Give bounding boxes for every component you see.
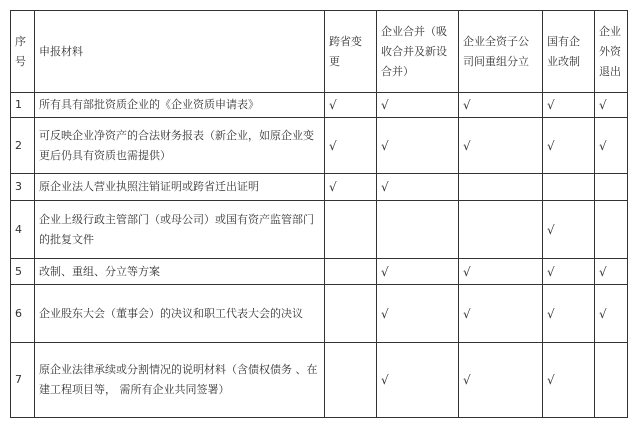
check-mark: √ bbox=[459, 285, 543, 343]
table-row bbox=[11, 93, 628, 118]
check-mark: √ bbox=[543, 118, 595, 174]
check-mark: √ bbox=[543, 201, 595, 259]
header-subsidiary-reorganization: 企业全资子公司间重组分立 bbox=[459, 11, 543, 93]
header-material: 申报材料 bbox=[35, 11, 325, 93]
check-mark: √ bbox=[377, 93, 459, 118]
check-mark bbox=[595, 343, 628, 418]
check-mark: √ bbox=[325, 93, 377, 118]
application-materials-table bbox=[10, 10, 628, 418]
header-enterprise-merger: 企业合并（吸收合并及新设合并） bbox=[377, 11, 459, 93]
check-mark bbox=[325, 259, 377, 285]
header-state-owned-restructuring: 国有企业改制 bbox=[543, 11, 595, 93]
check-mark bbox=[543, 174, 595, 201]
row-index: 7 bbox=[11, 343, 35, 418]
check-mark: √ bbox=[543, 343, 595, 418]
check-mark bbox=[595, 201, 628, 259]
row-material: 改制、重组、分立等方案 bbox=[35, 259, 325, 285]
row-material: 原企业法人营业执照注销证明或跨省迁出证明 bbox=[35, 174, 325, 201]
table-row bbox=[11, 201, 628, 259]
check-mark bbox=[459, 201, 543, 259]
check-mark bbox=[377, 201, 459, 259]
check-mark bbox=[325, 343, 377, 418]
check-mark: √ bbox=[377, 118, 459, 174]
check-mark: √ bbox=[325, 174, 377, 201]
check-mark bbox=[325, 285, 377, 343]
check-mark: √ bbox=[377, 174, 459, 201]
header-cross-province-change: 跨省变更 bbox=[325, 11, 377, 93]
row-index: 5 bbox=[11, 259, 35, 285]
check-mark: √ bbox=[459, 93, 543, 118]
row-material: 企业上级行政主管部门（或母公司）或国有资产监管部门的批复文件 bbox=[35, 201, 325, 259]
row-index: 4 bbox=[11, 201, 35, 259]
table-row bbox=[11, 174, 628, 201]
row-index: 3 bbox=[11, 174, 35, 201]
check-mark: √ bbox=[595, 259, 628, 285]
table-header-row bbox=[11, 11, 628, 93]
check-mark: √ bbox=[595, 118, 628, 174]
check-mark: √ bbox=[543, 259, 595, 285]
check-mark bbox=[325, 201, 377, 259]
table-row bbox=[11, 259, 628, 285]
check-mark: √ bbox=[543, 93, 595, 118]
check-mark: √ bbox=[377, 259, 459, 285]
row-material: 企业股东大会（董事会）的决议和职工代表大会的决议 bbox=[35, 285, 325, 343]
row-material: 所有具有部批资质企业的《企业资质申请表》 bbox=[35, 93, 325, 118]
header-foreign-capital-exit: 企业外资退出 bbox=[595, 11, 628, 93]
row-index: 2 bbox=[11, 118, 35, 174]
check-mark: √ bbox=[377, 285, 459, 343]
check-mark: √ bbox=[459, 259, 543, 285]
row-index: 6 bbox=[11, 285, 35, 343]
check-mark bbox=[459, 174, 543, 201]
check-mark: √ bbox=[325, 118, 377, 174]
table-row bbox=[11, 343, 628, 418]
table-row bbox=[11, 285, 628, 343]
row-material: 原企业法律承续或分割情况的说明材料（含债权债务 、在建工程项目等， 需所有企业共同签署） bbox=[35, 343, 325, 418]
row-material: 可反映企业净资产的合法财务报表（新企业，如原企业变更后仍具有资质也需提供） bbox=[35, 118, 325, 174]
check-mark: √ bbox=[459, 343, 543, 418]
header-index: 序号 bbox=[11, 11, 35, 93]
check-mark: √ bbox=[459, 118, 543, 174]
row-index: 1 bbox=[11, 93, 35, 118]
check-mark: √ bbox=[543, 285, 595, 343]
check-mark: √ bbox=[595, 93, 628, 118]
check-mark: √ bbox=[377, 343, 459, 418]
table-row bbox=[11, 118, 628, 174]
check-mark: √ bbox=[595, 285, 628, 343]
check-mark bbox=[595, 174, 628, 201]
